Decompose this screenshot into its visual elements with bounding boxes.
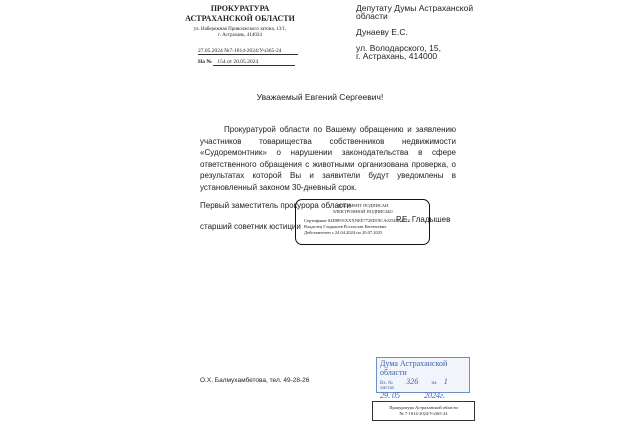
stamp-title: Дума Астраханской области — [380, 359, 448, 377]
signatory-name: Р.Е. Гладышев — [396, 215, 451, 224]
sender-address — [180, 27, 300, 39]
letter-body: Прокуратурой области по Вашему обращению и заявлению участников товарищества собственников недвижимости «Судоремонтник» о нарушении законодательства в сфере ответственного обращения с животными организована проверка, о результатах которой Вы и заявители будут уведомлены в установленный законом 30-дневный срок. — [200, 125, 456, 192]
recipient-address1: ул. Володарского, 15, — [356, 43, 441, 53]
e-signature-box — [295, 199, 430, 245]
recipient — [356, 4, 473, 60]
stamp-in-label: Вх. № — [380, 381, 394, 386]
stamp-year: 2024г. — [424, 391, 446, 400]
stamp-date: 29. 05 — [380, 391, 400, 400]
esig-owner: Владелец Гладышев Ростислав Евгеньевич — [304, 224, 387, 229]
registry-line2: № 7-1814-2024/Уч365-24 — [399, 411, 448, 416]
registry-line1: Прокуратура Астраханской области — [389, 405, 458, 410]
signatory-rank: старший советник юстиции — [200, 222, 301, 231]
stamp-sheets-label: листах — [380, 386, 395, 391]
recipient-address2: г. Астрахань, 414000 — [356, 51, 438, 61]
reply-label: На № — [198, 59, 212, 65]
address-line2: г. Астрахань, 414024 — [218, 33, 262, 38]
outgoing-number: 27.05.2024 №7-1814-2024/Уч365-24 — [198, 48, 298, 55]
address-line1: ул. Набережная Приволжского затона, 13/1, — [193, 27, 287, 32]
greeting: Уважаемый Евгений Сергеевич! — [256, 92, 384, 102]
reply-ref: 154 от 20.05.2024 — [213, 59, 295, 66]
signatory-position: Первый заместитель прокурора области — [200, 201, 352, 210]
esig-title1: ДОКУМЕНТ ПОДПИСАН — [336, 203, 389, 208]
org-line2: АСТРАХАНСКОЙ ОБЛАСТИ — [185, 14, 295, 23]
esig-valid: Действителен с 24.04.2024 по 20.07.2025 — [304, 230, 383, 235]
incoming-stamp — [376, 357, 470, 400]
stamp-on-label: на — [431, 381, 437, 386]
esig-cert: Сертификат 04D8F01XXXNEE7728D19CA02545B4774 — [304, 218, 410, 223]
sender-org — [180, 4, 300, 24]
recipient-line1: Депутату Думы Астраханской — [356, 3, 474, 13]
org-line1: ПРОКУРАТУРА — [210, 4, 270, 13]
stamp-in-number: 326 — [406, 377, 419, 386]
recipient-line2: области — [356, 11, 388, 21]
esig-title2: ЭЛЕКТРОННОЙ ПОДПИСЬЮ — [332, 209, 393, 214]
stamp-sheets: 1 — [443, 377, 448, 386]
registry-box — [372, 401, 475, 421]
executor-info: О.Х. Балмухамбетова, тел. 49-28-26 — [200, 377, 310, 384]
recipient-name: Дунаеву Е.С. — [356, 27, 408, 37]
